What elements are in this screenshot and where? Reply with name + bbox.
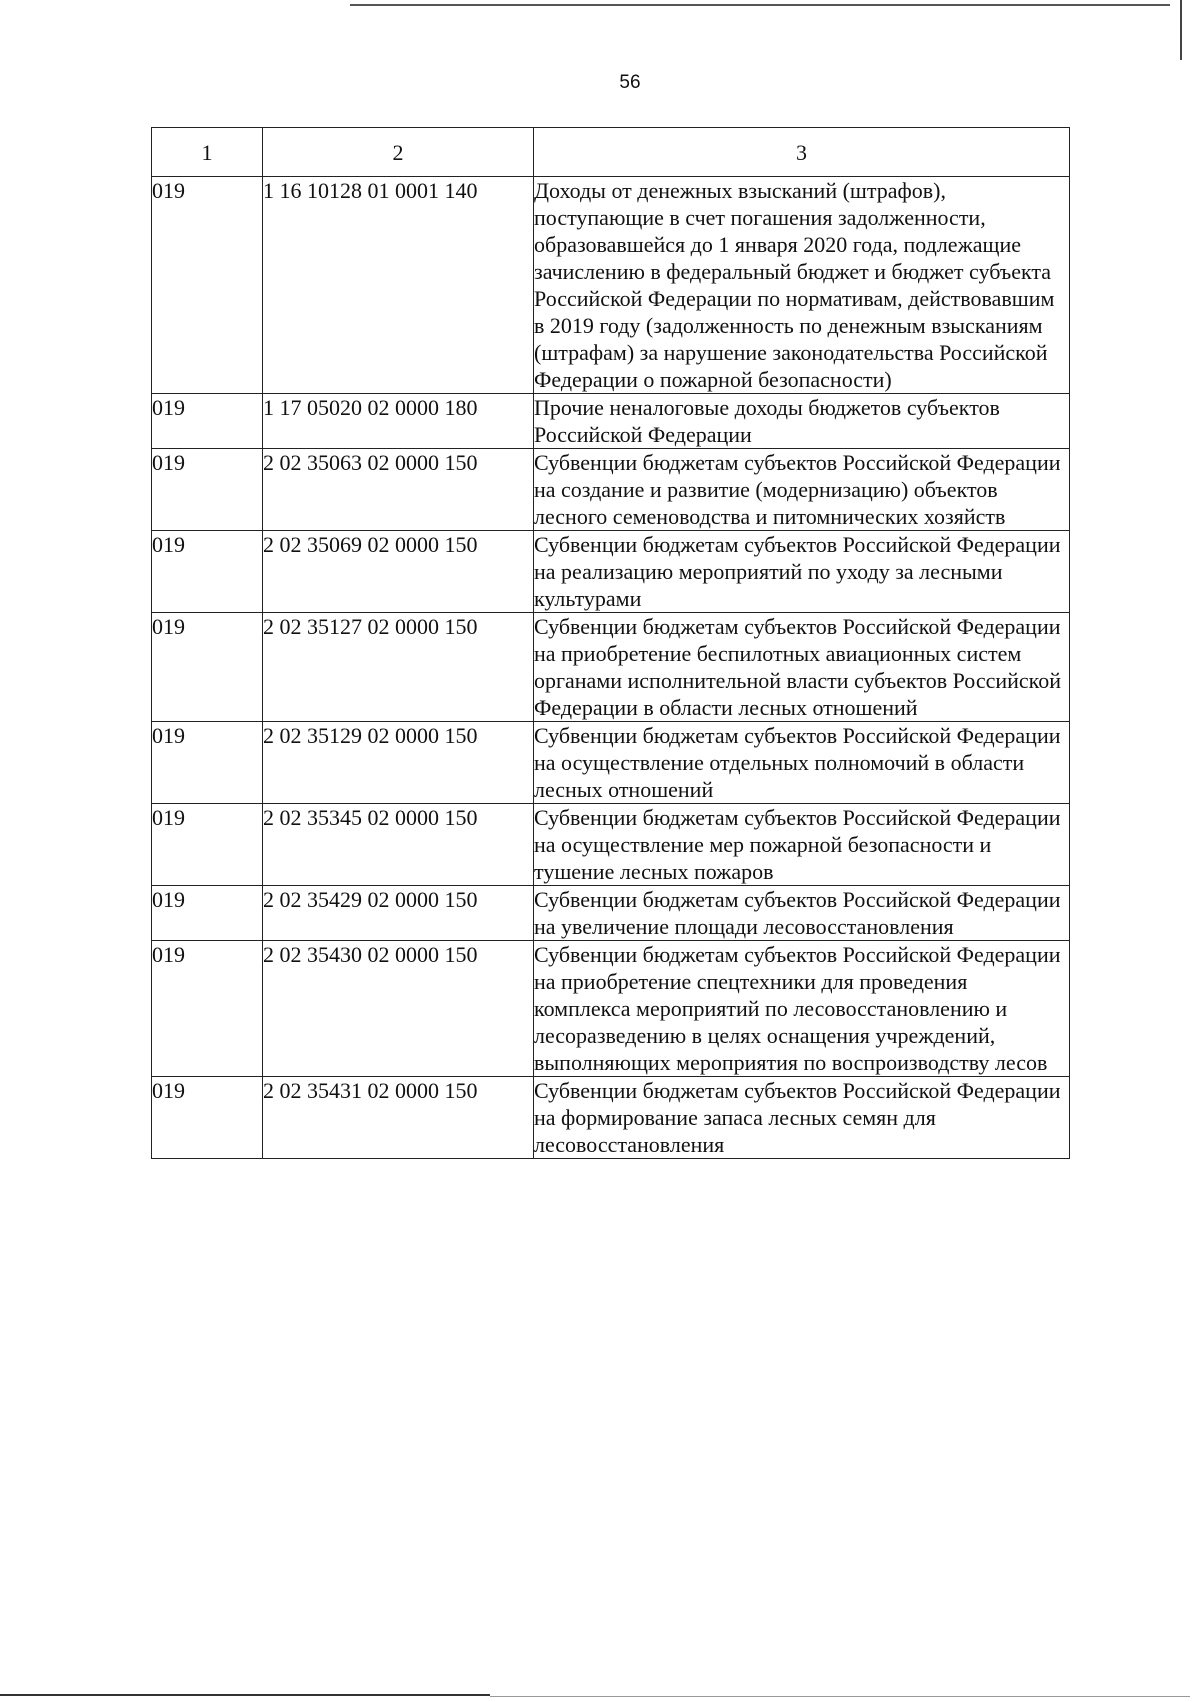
income-name-cell: Субвенции бюджетам субъектов Российской Федерации на приобретение спецтехники для проведения комплекса мероприятий по лесовосстановлению и лесоразведению в целях оснащения учреждений, выполняющих мероприятия по воспроизводству лесов (534, 941, 1070, 1077)
budget-code-cell: 2 02 35127 02 0000 150 (263, 613, 534, 722)
income-name-cell: Доходы от денежных взысканий (штрафов), поступающие в счет погашения задолженности, образовавшейся до 1 января 2020 года, подлежащие зачислению в федеральный бюджет и бюджет субъекта Российской Федерации по нормативам, действовавшим в 2019 году (задолженность по денежным взысканиям (штрафам) за нарушение законодательства Российской Федерации о пожарной безопасности) (534, 177, 1070, 394)
budget-code-cell: 2 02 35129 02 0000 150 (263, 722, 534, 804)
income-name-cell: Субвенции бюджетам субъектов Российской Федерации на формирование запаса лесных семян для лесовосстановления (534, 1077, 1070, 1159)
income-name-cell: Субвенции бюджетам субъектов Российской Федерации на осуществление мер пожарной безопасности и тушение лесных пожаров (534, 804, 1070, 886)
budget-classification-table (151, 127, 1070, 1159)
scan-edge-right (1180, 0, 1182, 60)
table-row (152, 394, 1070, 449)
table-row (152, 804, 1070, 886)
table-row (152, 941, 1070, 1077)
admin-code-cell: 019 (152, 1077, 263, 1159)
scan-edge-top (350, 4, 1170, 6)
income-name-cell: Субвенции бюджетам субъектов Российской Федерации на увеличение площади лесовосстановления (534, 886, 1070, 941)
budget-code-cell: 1 16 10128 01 0001 140 (263, 177, 534, 394)
column-header-3: 3 (534, 128, 1070, 177)
table-row (152, 531, 1070, 613)
budget-code-cell: 2 02 35345 02 0000 150 (263, 804, 534, 886)
scan-edge-bottom (0, 1694, 490, 1696)
income-name-cell: Прочие неналоговые доходы бюджетов субъектов Российской Федерации (534, 394, 1070, 449)
admin-code-cell: 019 (152, 613, 263, 722)
budget-code-cell: 2 02 35430 02 0000 150 (263, 941, 534, 1077)
table-header-row (152, 128, 1070, 177)
income-name-cell: Субвенции бюджетам субъектов Российской Федерации на осуществление отдельных полномочий в области лесных отношений (534, 722, 1070, 804)
table-row (152, 177, 1070, 394)
table-row (152, 886, 1070, 941)
table-row (152, 722, 1070, 804)
column-header-1: 1 (152, 128, 263, 177)
admin-code-cell: 019 (152, 722, 263, 804)
income-name-cell: Субвенции бюджетам субъектов Российской Федерации на создание и развитие (модернизацию) объектов лесного семеноводства и питомнических хозяйств (534, 449, 1070, 531)
admin-code-cell: 019 (152, 177, 263, 394)
table-row (152, 1077, 1070, 1159)
income-name-cell: Субвенции бюджетам субъектов Российской Федерации на реализацию мероприятий по уходу за лесными культурами (534, 531, 1070, 613)
budget-code-cell: 2 02 35063 02 0000 150 (263, 449, 534, 531)
budget-code-cell: 2 02 35431 02 0000 150 (263, 1077, 534, 1159)
admin-code-cell: 019 (152, 449, 263, 531)
admin-code-cell: 019 (152, 531, 263, 613)
admin-code-cell: 019 (152, 394, 263, 449)
budget-code-cell: 2 02 35429 02 0000 150 (263, 886, 534, 941)
scan-edge-bottom-faint (490, 1696, 1190, 1697)
income-name-cell: Субвенции бюджетам субъектов Российской Федерации на приобретение беспилотных авиационных систем органами исполнительной власти субъектов Российской Федерации в области лесных отношений (534, 613, 1070, 722)
budget-code-cell: 2 02 35069 02 0000 150 (263, 531, 534, 613)
admin-code-cell: 019 (152, 804, 263, 886)
admin-code-cell: 019 (152, 941, 263, 1077)
column-header-2: 2 (263, 128, 534, 177)
admin-code-cell: 019 (152, 886, 263, 941)
table-row (152, 613, 1070, 722)
page-number: 56 (619, 72, 641, 93)
budget-code-cell: 1 17 05020 02 0000 180 (263, 394, 534, 449)
table-row (152, 449, 1070, 531)
